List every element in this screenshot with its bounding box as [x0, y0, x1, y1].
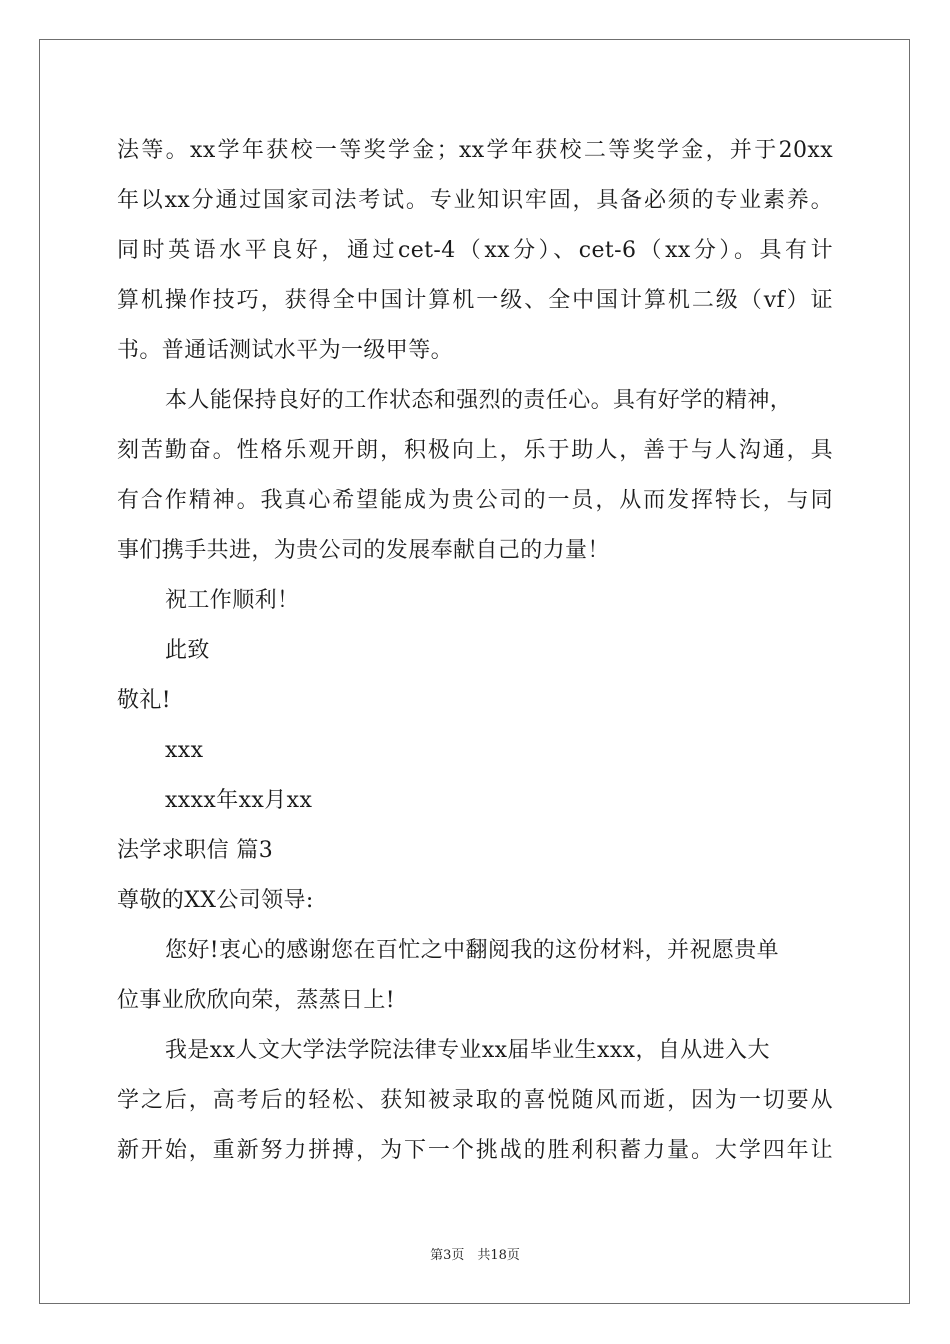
section-heading: 法学求职信 篇3 — [117, 838, 274, 863]
closing-salutation: 此致 — [165, 638, 210, 663]
body-line: 年以xx分通过国家司法考试。专业知识牢固，具备必须的专业素养。 — [117, 188, 833, 213]
body-line: 书。普通话测试水平为一级甲等。 — [117, 338, 454, 363]
page-number-footer: 第3页 共18页 — [430, 1248, 520, 1263]
body-line: 算机操作技巧，获得全中国计算机一级、全中国计算机二级（vf）证 — [117, 288, 833, 313]
body-line: 有合作精神。我真心希望能成为贵公司的一员，从而发挥特长，与同 — [117, 488, 833, 513]
paragraph-first-line: 您好!衷心的感谢您在百忙之中翻阅我的这份材料，并祝愿贵单 — [165, 938, 780, 963]
body-line: 同时英语水平良好，通过cet-4（xx分）、cet-6（xx分）。具有计 — [117, 238, 833, 263]
body-line: 刻苦勤奋。性格乐观开朗，积极向上，乐于助人，善于与人沟通，具 — [117, 438, 833, 463]
closing-respect: 敬礼! — [117, 688, 172, 713]
body-line: 事们携手共进，为贵公司的发展奉献自己的力量！ — [117, 538, 610, 563]
paragraph-first-line: 本人能保持良好的工作状态和强烈的责任心。具有好学的精神， — [165, 388, 793, 413]
body-line: 位事业欣欣向荣，蒸蒸日上! — [117, 988, 396, 1013]
body-line: 新开始，重新努力拼搏，为下一个挑战的胜利积蓄力量。大学四年让 — [117, 1138, 833, 1163]
body-line: 法等。xx学年获校一等奖学金；xx学年获校二等奖学金，并于20xx — [117, 138, 833, 163]
body-line: 学之后，高考后的轻松、获知被录取的喜悦随风而逝，因为一切要从 — [117, 1088, 833, 1113]
signature-name: xxx — [165, 738, 204, 763]
closing-wish: 祝工作顺利！ — [165, 588, 300, 613]
signature-date: xxxx年xx月xx — [165, 788, 313, 813]
letter-greeting: 尊敬的XX公司领导: — [117, 888, 314, 913]
paragraph-first-line: 我是xx人文大学法学院法律专业xx届毕业生xxx，自从进入大 — [165, 1038, 770, 1063]
